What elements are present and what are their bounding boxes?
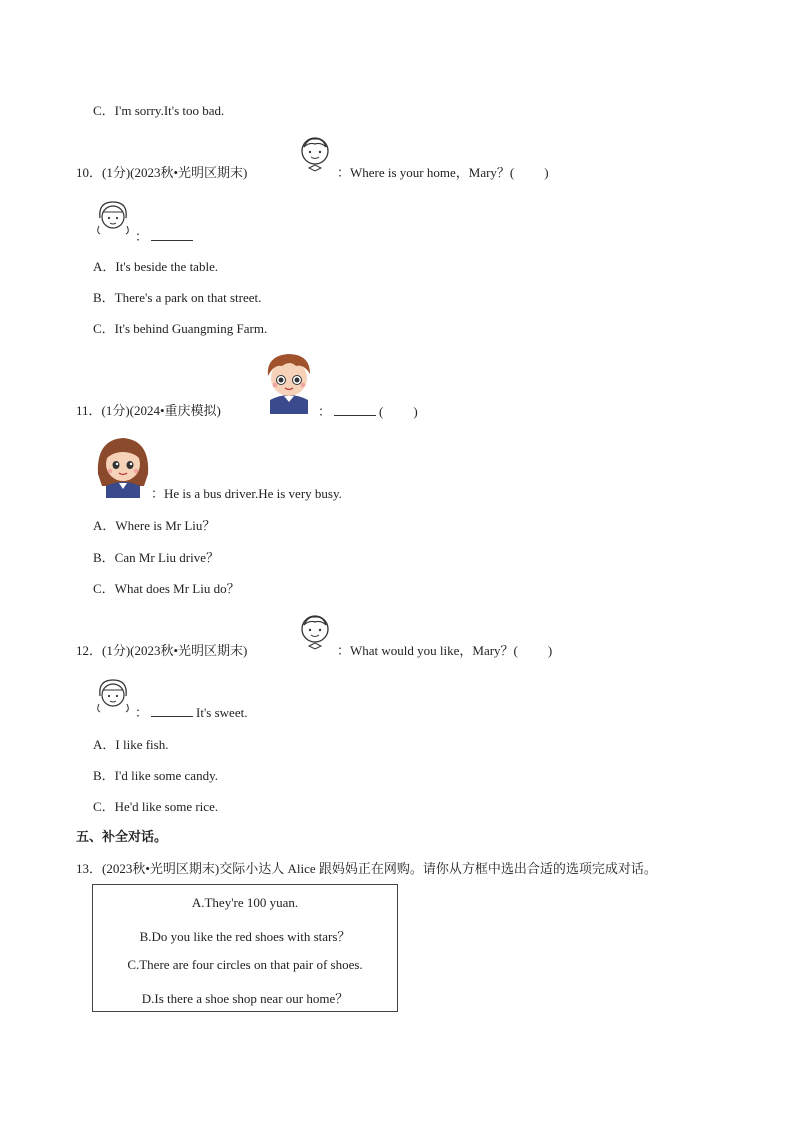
girl-sketch-avatar-icon [94,198,132,238]
q12-reply-line: ： It's sweet. [135,705,248,720]
q10-prefix: 10．(1分)(2023秋•光明区期末) [76,165,248,180]
box-item-a: A.They're 100 yuan. [191,895,299,910]
q11-prefix: 11．(1分)(2024•重庆模拟) [76,403,221,418]
q12-option-b: B．I'd like some candy. [93,768,218,783]
q11-reply-line: ：He is a bus driver.He is very busy. [151,486,342,501]
q10-speaker-line: ：Where is your home，Mary？( ) [337,165,549,180]
q11-speaker-line: ： ( ) [318,404,418,419]
q12-answer-blank[interactable] [151,704,193,717]
q12-option-a: A．I like fish. [93,737,169,752]
q10-option-c: C．It's behind Guangming Farm. [93,321,268,336]
q12-prefix: 12．(1分)(2023秋•光明区期末) [76,643,248,658]
boy-sketch-avatar-icon-2 [296,613,334,653]
q11-option-c: C．What does Mr Liu do？ [93,581,240,596]
options-box [92,884,398,1012]
q10-option-a: A．It's beside the table. [93,259,219,274]
boy-sketch-avatar-icon [296,135,334,175]
q10-reply-line: ： [135,228,196,245]
q10-answer-blank[interactable] [151,228,193,241]
box-item-c: C.There are four circles on that pair of shoes. [127,957,363,972]
q11-option-a: A．Where is Mr Liu？ [93,518,216,533]
box-item-b: B.Do you like the red shoes with stars？ [139,929,351,944]
q11-option-b: B．Can Mr Liu drive？ [93,550,220,565]
q9-option-c: C．I'm sorry.It's too bad. [93,103,225,118]
boy-cartoon-avatar-icon [260,350,318,414]
girl-cartoon-avatar-icon [94,434,152,498]
box-item-d: D.Is there a shoe shop near our home？ [141,991,349,1006]
q13-question: 13．(2023秋•光明区期末)交际小达人 Alice 跟妈妈正在网购。请你从方框中选出合适的选项完成对话。 [76,861,657,876]
q12-speaker-line: ：What would you like，Mary？( ) [337,643,553,658]
q11-answer-blank[interactable] [334,403,376,416]
q12-option-c: C．He'd like some rice. [93,799,219,814]
section-title: 五、补全对话。 [76,830,168,845]
q10-option-b: B．There's a park on that street. [93,290,262,305]
girl-sketch-avatar-icon-2 [94,676,132,716]
